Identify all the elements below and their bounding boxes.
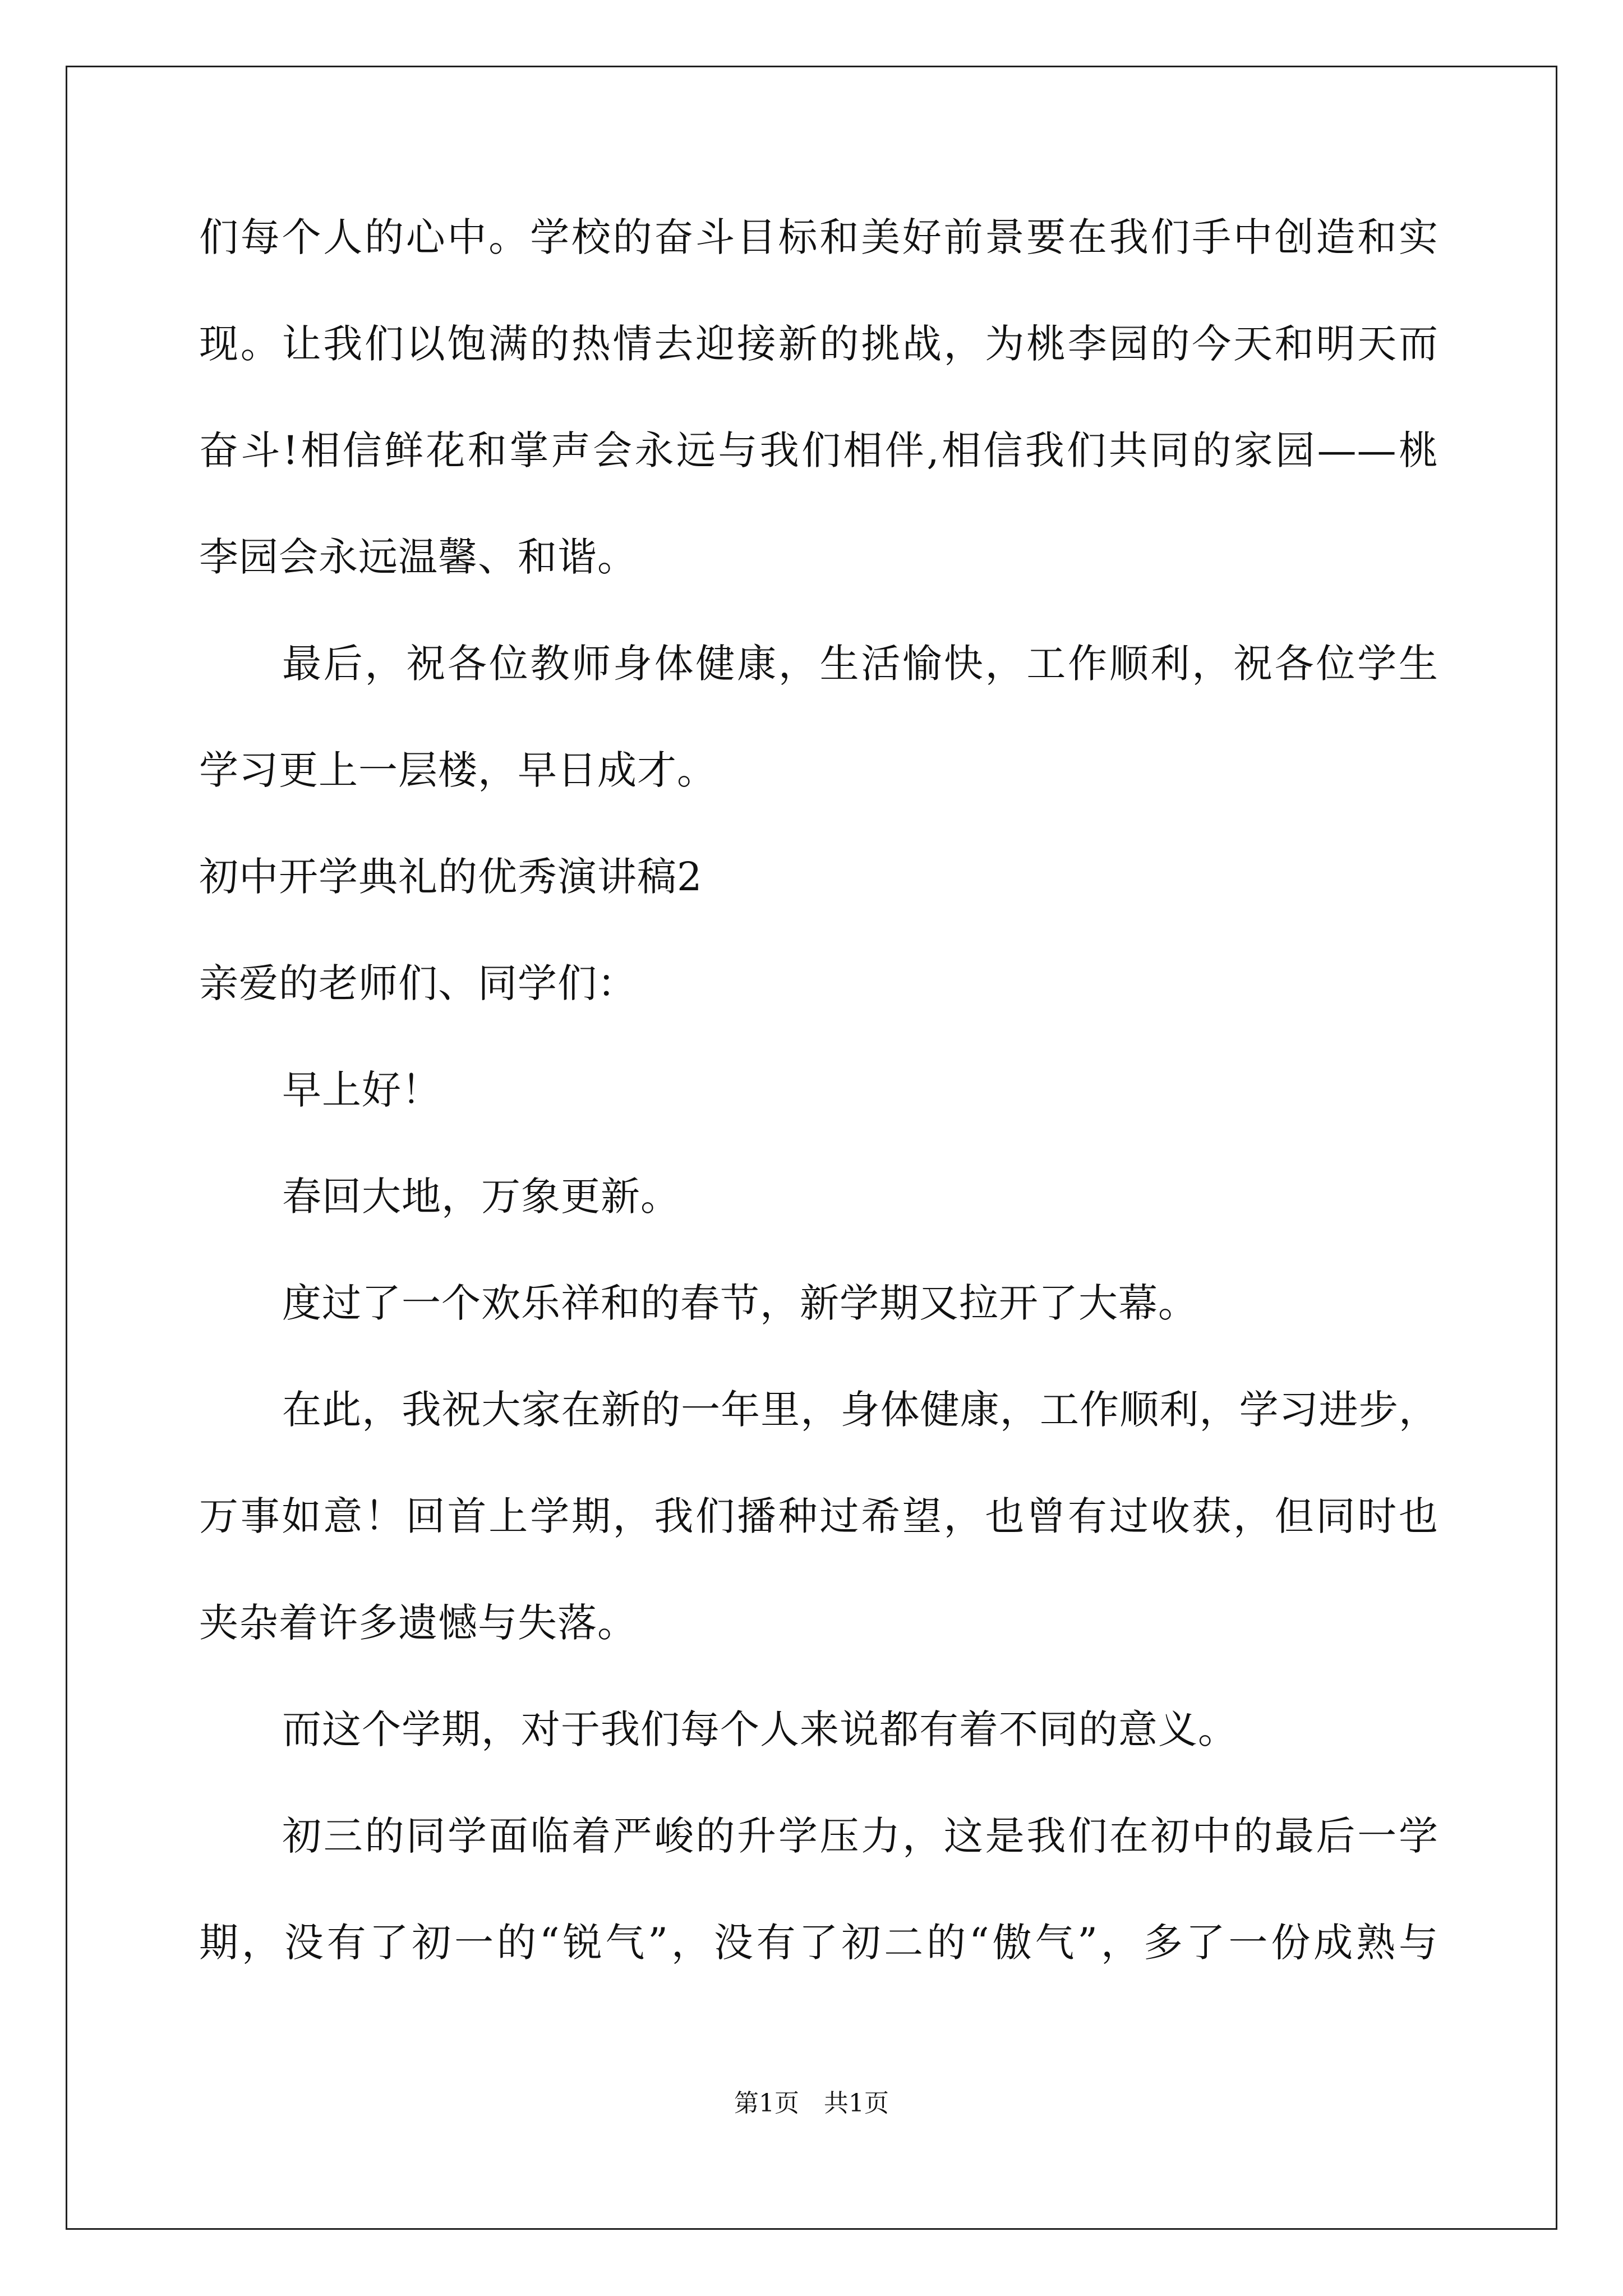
text-line: 们每个人的心中。学校的奋斗目标和美好前景要在我们手中创造和实 bbox=[199, 214, 1438, 260]
text-line: 奋斗!相信鲜花和掌声会永远与我们相伴,相信我们共同的家园——桃 bbox=[199, 427, 1438, 473]
page-footer: 第1页 共1页 bbox=[734, 2089, 889, 2118]
section-heading: 初中开学典礼的优秀演讲稿2 bbox=[199, 854, 703, 900]
text-line: 春回大地，万象更新。 bbox=[282, 1174, 680, 1220]
text-line: 在此，我祝大家在新的一年里，身体健康，工作顺利，学习进步， bbox=[282, 1387, 1438, 1433]
text-line: 万事如意！回首上学期，我们播种过希望，也曾有过收获，但同时也 bbox=[199, 1493, 1438, 1539]
text-line: 期，没有了初一的“锐气”，没有了初二的“傲气”，多了一份成熟与 bbox=[199, 1920, 1438, 1966]
text-line: 度过了一个欢乐祥和的春节，新学期又拉开了大幕。 bbox=[282, 1280, 1198, 1326]
text-line: 夹杂着许多遗憾与失落。 bbox=[199, 1600, 637, 1646]
text-line: 现。让我们以饱满的热情去迎接新的挑战，为桃李园的今天和明天而 bbox=[199, 321, 1438, 367]
text-line: 学习更上一层楼，早日成才。 bbox=[199, 747, 717, 793]
salutation: 亲爱的老师们、同学们： bbox=[199, 960, 637, 1006]
page-border bbox=[66, 66, 1557, 2230]
text-line: 而这个学期，对于我们每个人来说都有着不同的意义。 bbox=[282, 1706, 1238, 1752]
text-line: 早上好！ bbox=[282, 1067, 441, 1113]
text-line: 初三的同学面临着严峻的升学压力，这是我们在初中的最后一学 bbox=[282, 1813, 1438, 1859]
text-line: 最后，祝各位教师身体健康，生活愉快，工作顺利，祝各位学生 bbox=[282, 641, 1438, 687]
text-line: 李园会永远温馨、和谐。 bbox=[199, 534, 637, 580]
